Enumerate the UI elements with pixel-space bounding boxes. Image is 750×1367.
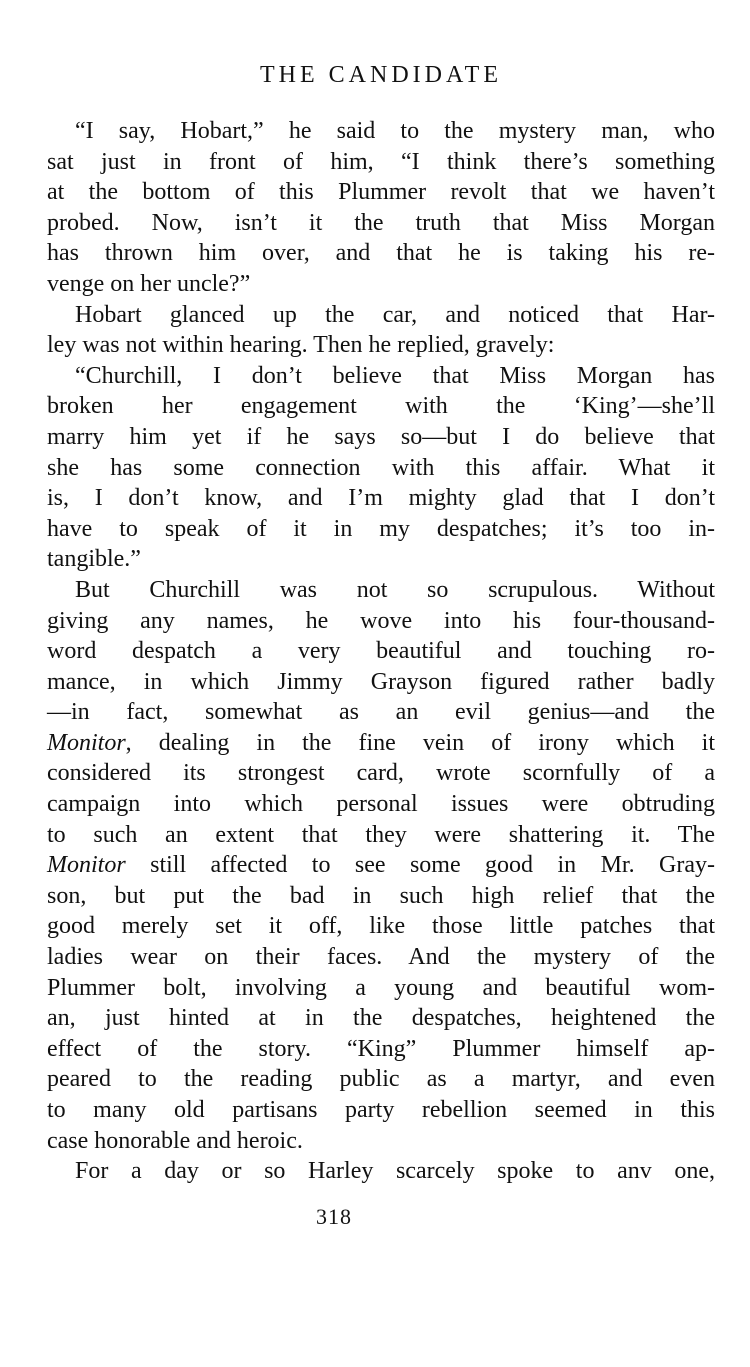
text-line: Hobart glanced up the car, and noticed that Har- <box>75 301 715 328</box>
italic-title: Monitor <box>47 852 126 879</box>
running-head: THE CANDIDATE <box>260 62 502 88</box>
text-line: at the bottom of this Plummer revolt that we haven’t <box>47 179 715 206</box>
text-line: ley was not within hearing. Then he replied, gravely: <box>47 332 555 359</box>
text-line: “I say, Hobart,” he said to the mystery man, who <box>75 118 715 144</box>
text-line: broken her engagement with the ‘King’—she’ll <box>47 393 715 420</box>
text-line: Monitor still affected to see some good in Mr. Gray- <box>47 852 715 879</box>
text-line: giving any names, he wove into his four-thousand- <box>47 607 715 634</box>
paragraph-5 <box>47 1156 715 1187</box>
text-line: —in fact, somewhat as an evil genius—and the <box>47 699 715 726</box>
text-line: to such an extent that they were shattering it. The <box>47 821 715 848</box>
text-line: peared to the reading public as a martyr, and even <box>47 1066 715 1093</box>
text-line: an, just hinted at in the despatches, heightened the <box>47 1005 715 1032</box>
text-line: have to speak of it in my despatches; it’s too in- <box>47 515 715 542</box>
text-line: “Churchill, I don’t believe that Miss Morgan has <box>75 362 715 389</box>
text-line: is, I don’t know, and I’m mighty glad that I don’t <box>47 485 715 512</box>
text-line: probed. Now, isn’t it the truth that Miss Morgan <box>47 209 715 236</box>
page-number: 318 <box>316 1204 352 1229</box>
body-text <box>47 116 715 1187</box>
text-line: good merely set it off, like those little patches that <box>47 913 715 940</box>
text-line: For a day or so Harley scarcely spoke to anv one, <box>75 1158 715 1185</box>
text-line: has thrown him over, and that he is taking his re- <box>47 240 715 267</box>
text-line: ladies wear on their faces. And the mystery of the <box>47 944 715 971</box>
paragraph-1 <box>47 116 715 300</box>
text-line: mance, in which Jimmy Grayson figured rather badly <box>47 668 715 695</box>
text-line: effect of the story. “King” Plummer himself ap- <box>47 1035 715 1062</box>
text-line: But Churchill was not so scrupulous. Without <box>75 576 715 603</box>
text-line: venge on her uncle?” <box>47 270 251 297</box>
text-line: to many old partisans party rebellion seemed in this <box>47 1097 715 1123</box>
paragraph-3 <box>47 361 715 575</box>
text-line: she has some connection with this affair. What it <box>47 454 715 481</box>
paragraph-2 <box>47 300 715 361</box>
book-page <box>47 58 715 1187</box>
text-line: Monitor, dealing in the fine vein of irony which it <box>47 729 715 756</box>
text-line: case honorable and heroic. <box>47 1127 303 1154</box>
paragraph-4 <box>47 575 715 1156</box>
text-line: word despatch a very beautiful and touching ro- <box>47 638 715 665</box>
italic-title: Monitor <box>47 729 126 756</box>
text-line: considered its strongest card, wrote scornfully of a <box>47 760 715 787</box>
text-line: son, but put the bad in such high relief that the <box>47 882 715 909</box>
text-line: sat just in front of him, “I think there’s something <box>47 148 715 175</box>
text-line: marry him yet if he says so—but I do believe that <box>47 423 715 450</box>
text-line: Plummer bolt, involving a young and beautiful wom- <box>47 974 715 1001</box>
text-line: campaign into which personal issues were obtruding <box>47 791 715 818</box>
text-line: tangible.” <box>47 546 141 573</box>
